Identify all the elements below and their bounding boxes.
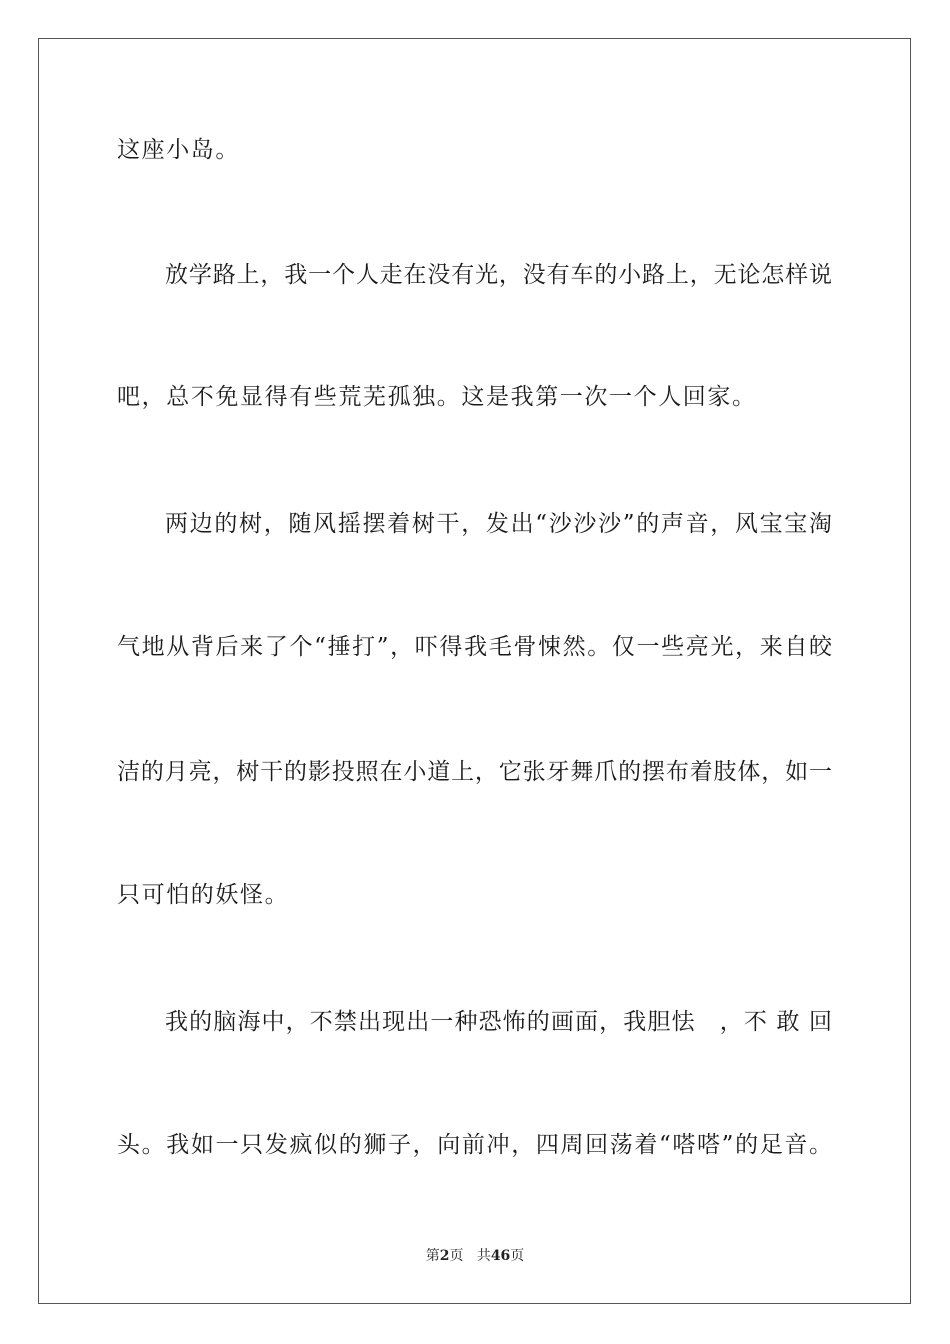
- text-line-9: 头。我如一只发疯似的狮子，向前冲，四周回荡着“嗒嗒”的足音。: [117, 1132, 832, 1158]
- text-line-5: 气地从背后来了个“捶打”，吓得我毛骨悚然。仅一些亮光，来自皎: [117, 634, 832, 660]
- footer-total-suffix: 页: [510, 1248, 525, 1264]
- text-line-4: 两边的树，随风摇摆着树干，发出“沙沙沙”的声音，风宝宝淘: [165, 511, 832, 537]
- text-line-7: 只可怕的妖怪。: [117, 882, 290, 908]
- text-line-2: 放学路上，我一个人走在没有光，没有车的小路上，无论怎样说: [165, 262, 832, 288]
- page-frame: [38, 38, 911, 1304]
- text-line-6: 洁的月亮，树干的影投照在小道上，它张牙舞爪的摆布着肢体，如一: [117, 759, 832, 785]
- page-footer: [0, 1246, 950, 1266]
- text-line-3: 吧，总不免显得有些荒芜孤独。这是我第一次一个人回家。: [117, 384, 757, 410]
- footer-page-suffix: 页: [449, 1248, 464, 1264]
- text-line-8: 我的脑海中，不禁出现出一种恐怖的画面，我胆怯 ，不 敢 回: [165, 1009, 832, 1035]
- footer-total-pages: 46: [490, 1248, 511, 1264]
- text-line-1: 这座小岛。: [117, 137, 240, 163]
- footer-page-number: 2: [439, 1248, 450, 1264]
- footer-total-prefix: 共: [476, 1248, 491, 1264]
- footer-page-prefix: 第: [425, 1248, 440, 1264]
